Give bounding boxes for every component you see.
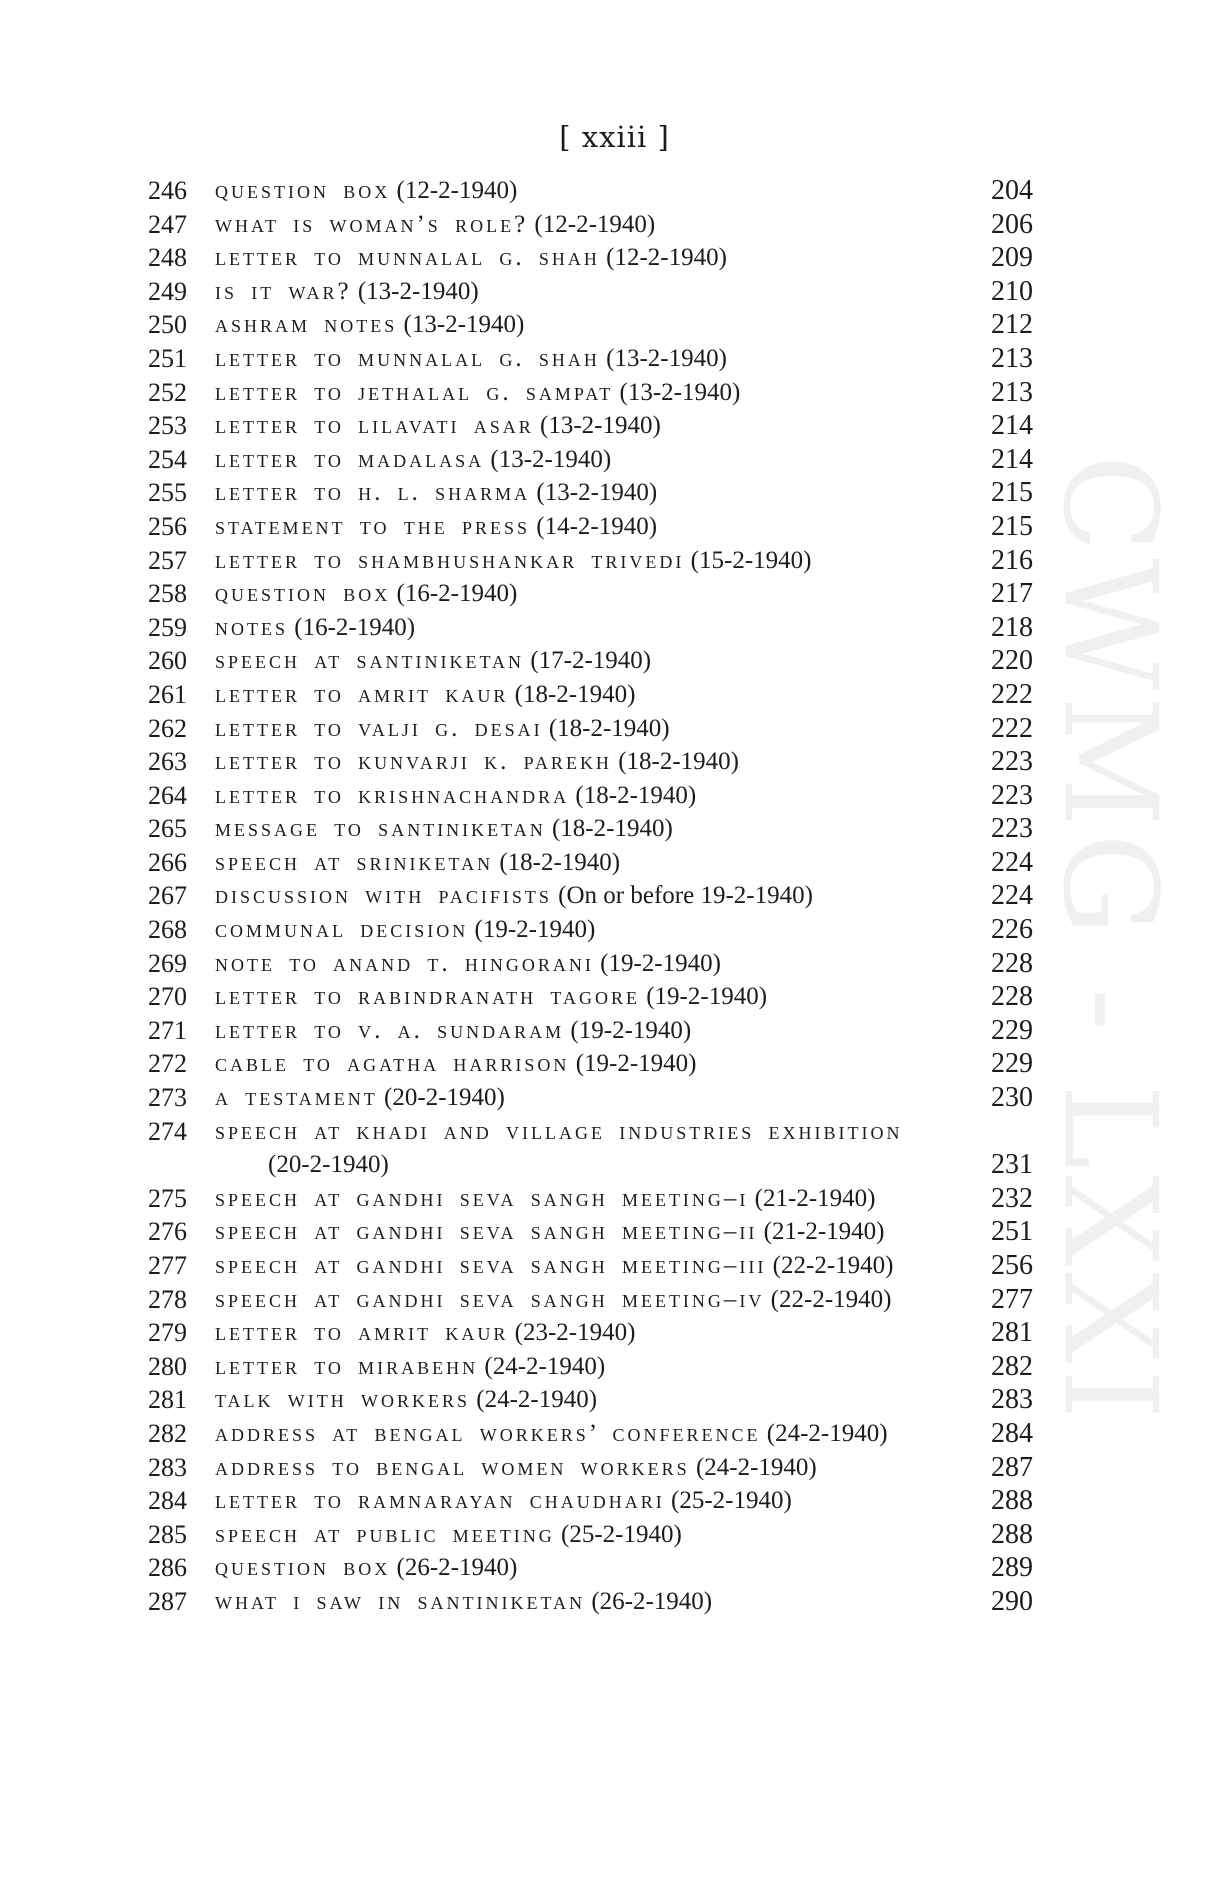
entry-title xyxy=(215,678,935,712)
entry-page: 290 xyxy=(991,1585,1033,1617)
entry-title-text: speech at santiniketan xyxy=(215,647,525,675)
entry-number: 281 xyxy=(148,1385,187,1415)
entry-number: 246 xyxy=(148,176,187,205)
toc-entry xyxy=(0,1551,1229,1585)
entry-title-text: speech at sriniketan xyxy=(215,848,494,876)
entry-date: (25-2-1940) xyxy=(561,1520,682,1548)
entry-number: 257 xyxy=(148,545,187,575)
entry-number: 286 xyxy=(148,1553,187,1583)
toc-entry xyxy=(0,1249,1229,1283)
entry-date: (22-2-1940) xyxy=(770,1285,892,1313)
entry-page: 223 xyxy=(991,813,1033,845)
entry-number: 259 xyxy=(148,612,187,642)
toc-entry xyxy=(0,1484,1229,1518)
toc-entry xyxy=(0,779,1229,813)
entry-title xyxy=(215,443,935,477)
entry-title-text: speech at gandhi seva sangh meeting–ii xyxy=(215,1218,758,1246)
entry-title-text: letter to lilavati asar xyxy=(215,412,534,440)
entry-page: 231 xyxy=(991,1149,1033,1181)
entry-title xyxy=(215,342,935,376)
entry-date: (18-2-1940) xyxy=(551,815,673,843)
entry-number: 251 xyxy=(148,343,187,373)
entry-title-text: letter to mirabehn xyxy=(215,1352,479,1380)
toc-entry xyxy=(0,611,1229,645)
entry-page: 209 xyxy=(991,242,1033,274)
entry-title-text: speech at gandhi seva sangh meeting–iii xyxy=(215,1252,767,1279)
entry-page: 283 xyxy=(991,1384,1033,1416)
entry-title xyxy=(215,947,935,981)
entry-page: 213 xyxy=(991,342,1033,374)
toc-entry xyxy=(0,1451,1229,1485)
entry-title xyxy=(215,510,935,544)
entry-title xyxy=(215,745,935,779)
entry-number: 271 xyxy=(148,1015,187,1045)
toc-entry xyxy=(0,376,1229,410)
entry-page: 206 xyxy=(991,208,1033,240)
entry-page: 288 xyxy=(991,1485,1033,1517)
entry-page: 230 xyxy=(991,1082,1033,1114)
entry-title-text: question box xyxy=(215,177,391,204)
entry-date: (25-2-1940) xyxy=(671,1487,792,1515)
entry-title-text: address at bengal workers’ conference xyxy=(215,1419,761,1447)
entry-title xyxy=(215,208,935,242)
entry-title-text: communal decision xyxy=(215,916,469,944)
entry-title xyxy=(215,1585,935,1619)
entry-number: 272 xyxy=(148,1049,187,1079)
entry-title-text: letter to jethalal g. sampat xyxy=(215,378,614,406)
toc-entry xyxy=(0,1585,1229,1619)
entry-date: (19-2-1940) xyxy=(646,983,768,1011)
toc-entry xyxy=(0,678,1229,712)
entry-page: 214 xyxy=(991,443,1033,475)
entry-number: 276 xyxy=(148,1217,187,1247)
entry-title-text: speech at gandhi seva sangh meeting–iv xyxy=(215,1285,765,1313)
entry-number: 263 xyxy=(148,747,187,777)
entry-date: (26-2-1940) xyxy=(591,1587,713,1615)
entry-title xyxy=(215,409,935,443)
entry-page: 218 xyxy=(991,611,1033,643)
entry-date: (20-2-1940) xyxy=(384,1084,505,1112)
entry-number: 270 xyxy=(148,982,187,1012)
entry-number: 268 xyxy=(148,915,187,945)
toc-entry xyxy=(0,174,1229,208)
entry-page: 212 xyxy=(991,309,1033,341)
toc-entry xyxy=(0,241,1229,275)
toc-entry xyxy=(0,745,1229,779)
entry-page: 216 xyxy=(991,544,1033,576)
entry-title-text: letter to ramnarayan chaudhari xyxy=(215,1487,665,1515)
entry-date: (13-2-1940) xyxy=(536,479,658,507)
entry-title xyxy=(215,544,935,578)
entry-title xyxy=(215,913,935,947)
entry-number: 258 xyxy=(148,579,187,609)
entry-title xyxy=(215,1182,935,1216)
entry-page: 204 xyxy=(991,175,1033,206)
entry-date: (12-2-1940) xyxy=(396,177,518,204)
toc-entry xyxy=(0,275,1229,309)
watermark: CWMG - LXXI xyxy=(1034,454,1184,1426)
entry-page: 213 xyxy=(991,376,1033,408)
entry-number: 269 xyxy=(148,948,187,978)
entry-title-text: letter to munnalal g. shah xyxy=(215,344,600,372)
entry-title-text: ashram notes xyxy=(215,311,398,339)
entry-title xyxy=(215,980,935,1014)
entry-title-text: letter to v. a. sundaram xyxy=(215,1016,565,1044)
toc-entry xyxy=(0,510,1229,544)
entry-page: 222 xyxy=(991,712,1033,744)
entry-number: 265 xyxy=(148,814,187,844)
entry-title-text: note to anand t. hingorani xyxy=(215,949,594,977)
entry-date: (13-2-1940) xyxy=(606,344,727,372)
toc-entry xyxy=(0,308,1229,342)
entry-date: (18-2-1940) xyxy=(618,748,739,776)
entry-page: 284 xyxy=(991,1417,1033,1449)
toc-entry xyxy=(0,712,1229,746)
entry-date: (15-2-1940) xyxy=(690,546,812,574)
entry-title-text: letter to shambhushankar trivedi xyxy=(215,546,685,574)
entry-date: (23-2-1940) xyxy=(514,1319,636,1347)
entry-number: 254 xyxy=(148,444,187,474)
entry-title xyxy=(215,1249,935,1283)
entry-date: (24-2-1940) xyxy=(476,1386,598,1414)
toc-entry xyxy=(0,1014,1229,1048)
entry-page: 222 xyxy=(991,678,1033,710)
entry-title xyxy=(215,779,935,813)
entry-date: (24-2-1940) xyxy=(695,1453,817,1481)
entry-number: 248 xyxy=(148,243,187,273)
entry-date: (20-2-1940) xyxy=(268,1151,389,1179)
entry-date: (12-2-1940) xyxy=(534,210,656,238)
entry-date: (21-2-1940) xyxy=(763,1218,885,1246)
entry-title xyxy=(215,1081,935,1115)
entry-title-text: speech at khadi and village industries exhibition xyxy=(215,1117,903,1145)
entry-page: 232 xyxy=(991,1182,1033,1214)
toc-entry xyxy=(0,644,1229,678)
entry-title-text: letter to amrit kaur xyxy=(215,680,509,708)
entry-number: 273 xyxy=(148,1083,187,1113)
entry-title-text: letter to krishnachandra xyxy=(215,781,570,809)
entry-title-text: letter to valji g. desai xyxy=(215,714,543,742)
entry-date: (21-2-1940) xyxy=(754,1184,876,1212)
toc-entry xyxy=(0,1283,1229,1317)
entry-date: (17-2-1940) xyxy=(530,647,652,675)
entry-title xyxy=(215,1215,935,1249)
entry-date: (19-2-1940) xyxy=(575,1050,697,1078)
entry-page: 224 xyxy=(991,880,1033,912)
entry-title xyxy=(215,275,935,309)
entry-title xyxy=(215,174,935,208)
entry-number: 262 xyxy=(148,713,187,743)
entry-title xyxy=(215,1283,935,1317)
entry-title xyxy=(215,1417,935,1451)
entry-date: (14-2-1940) xyxy=(536,512,658,540)
entry-title xyxy=(215,812,935,846)
toc-entry xyxy=(0,1215,1229,1249)
entry-date: (13-2-1940) xyxy=(619,378,741,406)
toc-entry xyxy=(0,980,1229,1014)
entry-date: (16-2-1940) xyxy=(396,580,518,608)
toc-entry xyxy=(0,342,1229,376)
entry-number: 266 xyxy=(148,847,187,877)
entry-date: (18-2-1940) xyxy=(548,714,670,742)
toc-entry xyxy=(0,208,1229,242)
entry-title xyxy=(215,476,935,510)
entry-date: (22-2-1940) xyxy=(772,1252,894,1279)
entry-number: 282 xyxy=(148,1418,187,1448)
toc-entry xyxy=(0,1115,1229,1182)
entry-date: (13-2-1940) xyxy=(540,412,661,440)
entry-number: 284 xyxy=(148,1486,187,1516)
toc-entry xyxy=(0,1518,1229,1552)
entry-page: 215 xyxy=(991,477,1033,509)
entry-title-text: is it war? xyxy=(215,277,352,305)
entry-number: 261 xyxy=(148,679,187,709)
entry-title-text: letter to madalasa xyxy=(215,445,485,473)
entry-page: 281 xyxy=(991,1317,1033,1349)
toc-entry xyxy=(0,443,1229,477)
entry-title-text: letter to rabindranath tagore xyxy=(215,983,640,1011)
entry-page: 214 xyxy=(991,410,1033,442)
entry-title xyxy=(215,1484,935,1518)
entry-title xyxy=(215,1115,935,1182)
entry-title xyxy=(215,712,935,746)
toc-entry xyxy=(0,1047,1229,1081)
entry-number: 249 xyxy=(148,276,187,306)
entry-date: (18-2-1940) xyxy=(514,680,636,708)
entry-page: 287 xyxy=(991,1451,1033,1483)
entry-number: 255 xyxy=(148,478,187,508)
entry-number: 252 xyxy=(148,377,187,407)
entry-title-text: discussion with pacifists xyxy=(215,882,552,910)
entry-title-text: letter to munnalal g. shah xyxy=(215,244,600,272)
entry-title xyxy=(215,241,935,275)
entry-page: 228 xyxy=(991,947,1033,979)
toc-entry xyxy=(0,1417,1229,1451)
entry-title xyxy=(215,1047,935,1081)
entry-number: 278 xyxy=(148,1284,187,1314)
entry-page: 215 xyxy=(991,510,1033,542)
entry-page: 226 xyxy=(991,914,1033,946)
entry-page: 223 xyxy=(991,779,1033,811)
entry-page: 229 xyxy=(991,1048,1033,1080)
entry-page: 229 xyxy=(991,1014,1033,1046)
entry-title xyxy=(215,1551,935,1585)
toc-entry xyxy=(0,476,1229,510)
entry-title-text: letter to amrit kaur xyxy=(215,1319,509,1347)
entry-page: 282 xyxy=(991,1350,1033,1382)
entry-title-text: address to bengal women workers xyxy=(215,1453,690,1481)
entry-title xyxy=(215,308,935,342)
entry-page: 223 xyxy=(991,746,1033,778)
entry-title xyxy=(215,644,935,678)
toc-entry xyxy=(0,913,1229,947)
entry-number: 275 xyxy=(148,1183,187,1213)
entry-title-text: question box xyxy=(215,1554,391,1582)
entry-date: (12-2-1940) xyxy=(606,244,727,272)
entry-title-text: statement to the press xyxy=(215,512,530,540)
entry-page: 256 xyxy=(991,1250,1033,1281)
entry-page: 224 xyxy=(991,846,1033,878)
entry-title xyxy=(215,376,935,410)
entry-date: (24-2-1940) xyxy=(484,1352,606,1380)
entry-date: (18-2-1940) xyxy=(499,848,621,876)
entry-date: (26-2-1940) xyxy=(396,1554,518,1582)
entry-date: (19-2-1940) xyxy=(570,1016,692,1044)
entry-title-text: notes xyxy=(215,613,288,641)
entry-number: 279 xyxy=(148,1318,187,1348)
entry-title xyxy=(215,1014,935,1048)
entry-number: 267 xyxy=(148,881,187,911)
toc-entry xyxy=(0,1316,1229,1350)
entry-date: (16-2-1940) xyxy=(294,613,416,641)
entry-number: 285 xyxy=(148,1519,187,1549)
entry-title xyxy=(215,846,935,880)
entry-number: 274 xyxy=(148,1116,187,1146)
entry-title xyxy=(215,1316,935,1350)
entry-title xyxy=(215,1383,935,1417)
entry-title-text: what is woman’s role? xyxy=(215,210,529,238)
entry-title-text: message to santiniketan xyxy=(215,815,546,843)
entry-number: 247 xyxy=(148,209,187,239)
entry-page: 288 xyxy=(991,1518,1033,1550)
entry-number: 280 xyxy=(148,1351,187,1381)
entry-title-text: letter to kunvarji k. parekh xyxy=(215,748,612,776)
entry-title xyxy=(215,879,935,913)
entry-number: 264 xyxy=(148,780,187,810)
entry-number: 277 xyxy=(148,1251,187,1280)
table-of-contents xyxy=(0,174,1229,1619)
entry-title-text: speech at gandhi seva sangh meeting–i xyxy=(215,1184,749,1212)
toc-entry xyxy=(0,577,1229,611)
toc-entry xyxy=(0,947,1229,981)
toc-entry xyxy=(0,409,1229,443)
toc-entry xyxy=(0,846,1229,880)
toc-entry xyxy=(0,1350,1229,1384)
entry-title-text: cable to agatha harrison xyxy=(215,1050,570,1078)
entry-date: (18-2-1940) xyxy=(575,781,697,809)
entry-date: (On or before 19-2-1940) xyxy=(558,882,813,910)
toc-entry xyxy=(0,544,1229,578)
entry-date: (19-2-1940) xyxy=(600,949,721,977)
entry-title-text: talk with workers xyxy=(215,1386,471,1414)
entry-title-text: speech at public meeting xyxy=(215,1520,555,1548)
entry-page: 289 xyxy=(991,1552,1033,1584)
entry-title-text: what i saw in santiniketan xyxy=(215,1587,586,1615)
toc-entry xyxy=(0,1383,1229,1417)
toc-entry xyxy=(0,1182,1229,1216)
entry-page: 210 xyxy=(991,275,1033,307)
entry-date: (13-2-1940) xyxy=(490,445,612,473)
toc-entry xyxy=(0,812,1229,846)
entry-title xyxy=(215,1451,935,1485)
entry-number: 283 xyxy=(148,1452,187,1482)
entry-page: 277 xyxy=(991,1283,1033,1315)
entry-number: 260 xyxy=(148,646,187,676)
entry-title-text: question box xyxy=(215,580,391,608)
toc-entry xyxy=(0,1081,1229,1115)
entry-page: 228 xyxy=(991,981,1033,1013)
entry-title xyxy=(215,577,935,611)
entry-title-text: a testament xyxy=(215,1084,378,1112)
entry-date: (19-2-1940) xyxy=(474,916,596,944)
entry-title xyxy=(215,1518,935,1552)
entry-number: 250 xyxy=(148,310,187,340)
entry-number: 253 xyxy=(148,411,187,441)
entry-date: (13-2-1940) xyxy=(357,277,479,305)
entry-date: (24-2-1940) xyxy=(766,1419,888,1447)
entry-number: 287 xyxy=(148,1586,187,1616)
toc-entry xyxy=(0,879,1229,913)
entry-date: (13-2-1940) xyxy=(403,311,525,339)
entry-page: 220 xyxy=(991,645,1033,677)
entry-page: 251 xyxy=(991,1216,1033,1248)
entry-title xyxy=(215,611,935,645)
entry-title xyxy=(215,1350,935,1384)
entry-title-text: letter to h. l. sharma xyxy=(215,479,531,507)
entry-number: 256 xyxy=(148,511,187,541)
entry-page: 217 xyxy=(991,578,1033,610)
page-number: [ xxiii ] xyxy=(559,120,670,154)
